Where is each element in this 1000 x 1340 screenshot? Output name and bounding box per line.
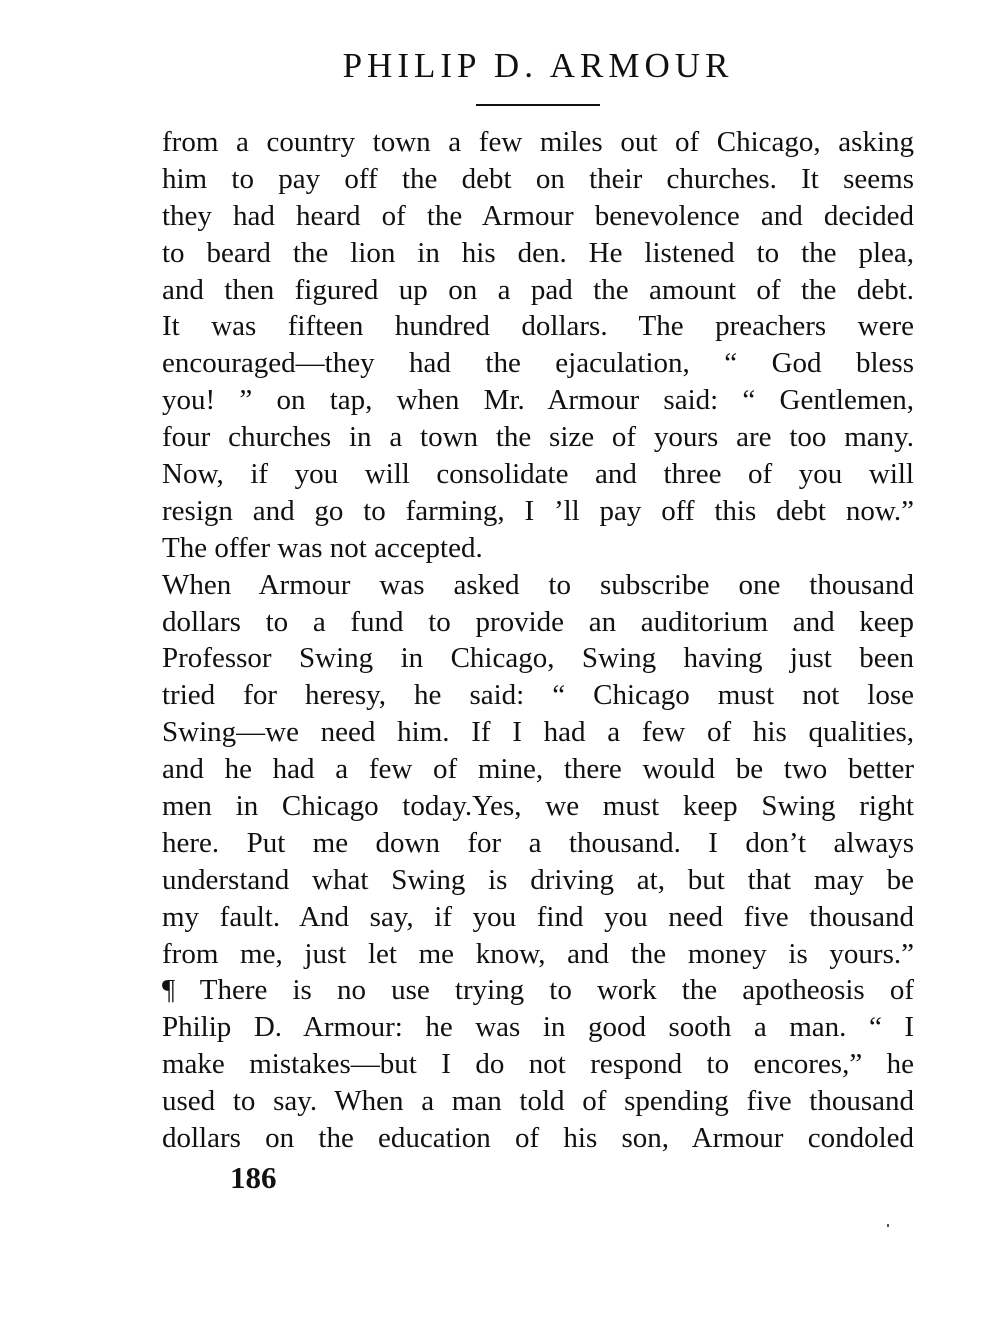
text-line: men in Chicago today.Yes, we must keep Swing right	[162, 790, 914, 823]
text-line: and he had a few of mine, there would be two better	[162, 753, 914, 786]
text-line: from a country town a few miles out of Chicago, asking	[162, 126, 914, 158]
text-line: Philip D. Armour: he was in good sooth a man. “ I	[162, 1011, 914, 1044]
text-line: him to pay off the debt on their churches. It seems	[162, 162, 914, 195]
text-line: Swing—we need him. If I had a few of his qualities,	[162, 716, 914, 749]
text-line: used to say. When a man told of spending five thousand	[162, 1085, 914, 1118]
text-line: you! ” on tap, when Mr. Armour said: “ Gentlemen,	[162, 384, 914, 417]
text-line: four churches in a town the size of yours are too many.	[162, 421, 914, 454]
text-line: Professor Swing in Chicago, Swing having just been	[162, 642, 914, 675]
text-line: resign and go to farming, I ’ll pay off this debt now.”	[162, 494, 914, 527]
text-line: Now, if you will consolidate and three of you will	[162, 458, 914, 491]
head-rule	[476, 104, 600, 106]
body-text	[162, 124, 914, 1157]
text-line: and then figured up on a pad the amount of the debt.	[162, 273, 914, 306]
print-speck	[887, 1224, 889, 1227]
text-line: The offer was not accepted.	[162, 531, 483, 564]
text-line: It was fifteen hundred dollars. The preachers were	[162, 310, 914, 343]
text-line: make mistakes—but I do not respond to encores,” he	[162, 1048, 914, 1081]
running-head: PHILIP D. ARMOUR	[342, 46, 734, 85]
text-line: my fault. And say, if you find you need five thousand	[162, 900, 914, 933]
text-line: they had heard of the Armour benevolence and decided	[162, 199, 914, 232]
text-line: tried for heresy, he said: “ Chicago must not lose	[162, 679, 914, 712]
text-line: to beard the lion in his den. He listened to the plea,	[162, 236, 914, 269]
page-number: 186	[230, 1160, 277, 1195]
text-line: from me, just let me know, and the money is yours.”	[162, 937, 914, 970]
text-line: understand what Swing is driving at, but that may be	[162, 863, 914, 896]
text-line: When Armour was asked to subscribe one thousand	[162, 568, 914, 601]
text-line: dollars on the education of his son, Armour condoled	[162, 1122, 914, 1155]
text-line: encouraged—they had the ejaculation, “ God bless	[162, 347, 914, 380]
text-line: ¶ There is no use trying to work the apotheosis of	[162, 974, 914, 1007]
text-line: here. Put me down for a thousand. I don’t always	[162, 826, 914, 859]
text-line: dollars to a fund to provide an auditorium and keep	[162, 605, 914, 638]
